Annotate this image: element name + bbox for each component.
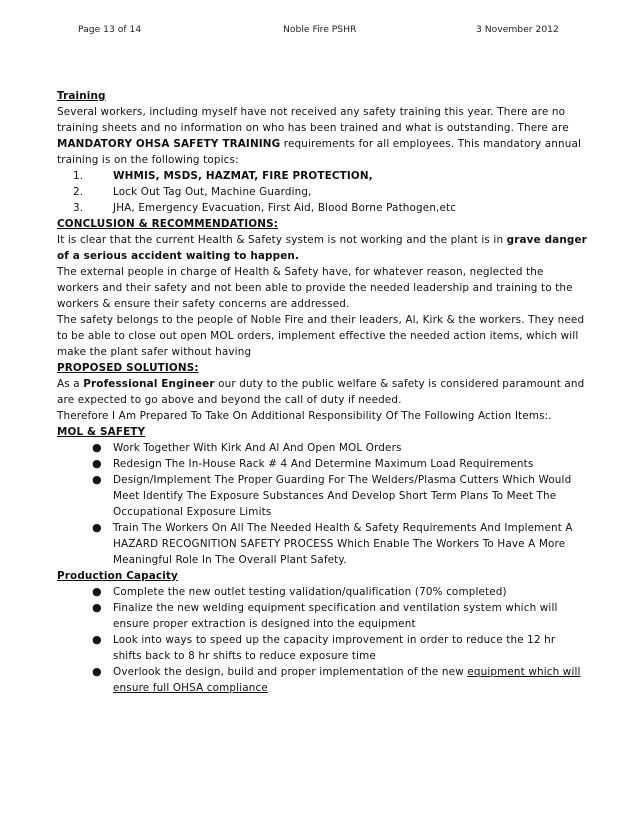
ohsa-compliance-emphasis: equipment which will ensure full OHSA compliance [113, 666, 581, 694]
proposed-solutions-heading: PROPOSED SOLUTIONS: [57, 362, 199, 374]
training-paragraph: Several workers, including myself have not received any safety training this year. There are no training sheets and no information on who has been trained and what is outstanding. There are MANDATORY OHSA SAFETY TRAINING requirements for all employees. This mandatory annual training is on the following topics: [57, 106, 582, 166]
list-item: ● Redesign The In-House Rack # 4 And Determine Maximum Load Requirements [92, 457, 534, 470]
list-item: ● Complete the new outlet testing validation/qualification (70% completed) [92, 585, 507, 598]
conclusion-paragraph-1: It is clear that the current Health & Safety system is not working and the plant is in grave danger of a serious accident waiting to happen. [57, 234, 587, 262]
training-heading: Training [57, 90, 106, 102]
bullet-dot-icon: ● [92, 585, 102, 598]
document-date: 3 November 2012 [476, 24, 559, 35]
document-body [57, 88, 587, 696]
bullet-dot-icon: ● [92, 473, 102, 486]
professional-engineer-emphasis: Professional Engineer [83, 378, 215, 390]
page-header [0, 24, 638, 38]
proposed-paragraph-1: As a Professional Engineer our duty to the public welfare & safety is considered paramount and are expected to go above and beyond the call of duty if needed. [57, 378, 585, 406]
list-item: 1. WHMIS, MSDS, HAZMAT, FIRE PROTECTION, [73, 170, 373, 182]
bullet-dot-icon: ● [92, 521, 102, 534]
list-item: ● Train The Workers On All The Needed Health & Safety Requirements And Implement A HAZARD RECOGNITION SAFETY PROCESS Which Enable The Workers To Have A More Meaningful Role In The Overall Plant Safety. [92, 521, 573, 566]
conclusion-paragraph-3: The safety belongs to the people of Noble Fire and their leaders, Al, Kirk & the workers. They need to be able to close out open MOL orders, implement effective the needed action items, which will make the plant safer without having [57, 314, 585, 358]
list-item: ● Design/Implement The Proper Guarding For The Welders/Plasma Cutters Which Would Meet Identify The Exposure Substances And Develop Short Term Plans To Meet The Occupational Exposure Limits [92, 473, 572, 518]
training-topics-list [57, 168, 587, 216]
list-item: 2. Lock Out Tag Out, Machine Guarding, [73, 186, 312, 198]
bullet-dot-icon: ● [92, 601, 102, 614]
page-number: Page 13 of 14 [78, 24, 142, 35]
list-item: ● Overlook the design, build and proper implementation of the new equipment which will ensure full OHSA compliance [92, 665, 581, 694]
list-item: ● Look into ways to speed up the capacity improvement in order to reduce the 12 hr shifts back to 8 hr shifts to reduce exposure time [92, 633, 556, 662]
production-capacity-heading: Production Capacity [57, 570, 178, 582]
grave-danger-emphasis: grave danger of a serious accident waiting to happen. [57, 234, 587, 262]
mandatory-training-emphasis: MANDATORY OHSA SAFETY TRAINING [57, 138, 281, 150]
bullet-dot-icon: ● [92, 633, 102, 646]
mol-safety-list [57, 440, 587, 568]
list-item: ● Work Together With Kirk And Al And Open MOL Orders [92, 441, 402, 454]
list-item: ● Finalize the new welding equipment specification and ventilation system which will ensure proper extraction is designed into the equipment [92, 601, 558, 630]
document-title: Noble Fire PSHR [283, 24, 357, 35]
bullet-dot-icon: ● [92, 441, 102, 454]
proposed-paragraph-2: Therefore I Am Prepared To Take On Additional Responsibility Of The Following Action Items:. [57, 410, 552, 422]
production-capacity-list [57, 584, 587, 696]
conclusion-paragraph-2: The external people in charge of Health & Safety have, for whatever reason, neglected the workers and their safety and not been able to provide the needed leadership and training to the workers & ensure their safety concerns are addressed. [57, 266, 573, 310]
bullet-dot-icon: ● [92, 457, 102, 470]
list-item: 3. JHA, Emergency Evacuation, First Aid, Blood Borne Pathogen,etc [73, 202, 457, 214]
conclusion-heading: CONCLUSION & RECOMMENDATIONS: [57, 218, 279, 230]
mol-safety-heading: MOL & SAFETY [57, 426, 146, 438]
bullet-dot-icon: ● [92, 665, 102, 678]
